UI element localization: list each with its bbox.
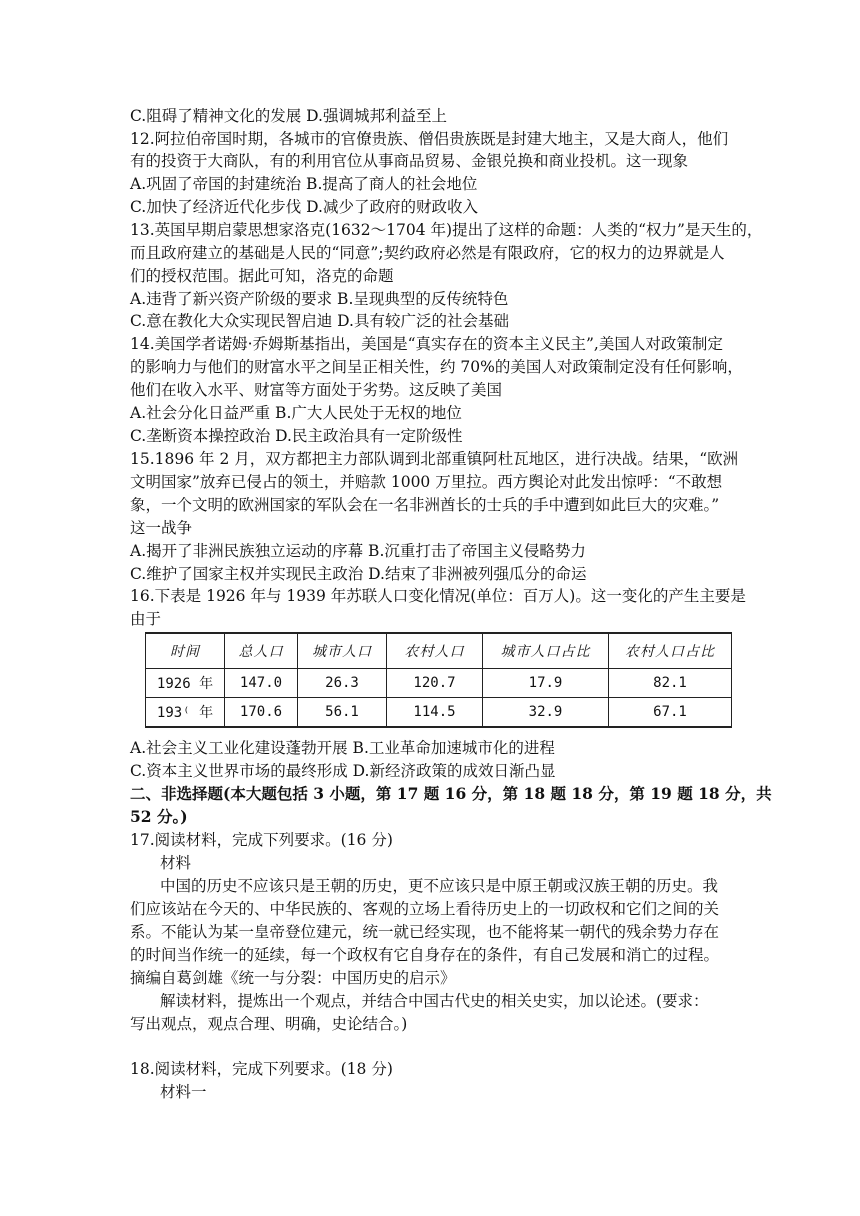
table-cell: 32.9: [483, 698, 609, 728]
q15-stem-line3: 象，一个文明的欧洲国家的军队会在一名非洲酋长的士兵的手中遭到如此巨大的灾难。”: [130, 496, 720, 514]
q14-stem-line3: 他们在收入水平、财富等方面处于劣势。这反映了美国: [130, 381, 503, 399]
q17-source: 摘编自葛剑雄《统一与分裂：中国历史的启示》: [130, 969, 456, 987]
q14-stem-line2: 的影响力与他们的财富水平之间呈正相关性，约 70%的美国人对政策制定没有任何影响，: [130, 358, 743, 376]
q17-material-line1: 中国的历史不应该只是王朝的历史，更不应该只是中原王朝或汉族王朝的历史。我: [160, 877, 719, 895]
q11-options-cd: C.阻碍了精神文化的发展 D.强调城邦利益至上: [130, 107, 447, 125]
table-cell: 114.5: [387, 698, 483, 728]
table-header: 时间: [146, 633, 225, 669]
q17-material-label: 材料: [160, 854, 192, 872]
table-header-row: [146, 633, 732, 669]
table-cell: 17.9: [483, 669, 609, 698]
table-cell: 170.6: [225, 698, 298, 728]
section2-heading-line1: 二、非选择题(本大题包括 3 小题，第 17 题 16 分，第 18 题 18 分，第 19 题 18 分，共: [130, 784, 772, 803]
q15-options-ab: A.揭开了非洲民族独立运动的序幕 B.沉重打击了帝国主义侵略势力: [130, 542, 586, 560]
table-header: 农村人口占比: [609, 633, 732, 669]
q15-options-cd: C.维护了国家主权并实现民主政治 D.结束了非洲被列强瓜分的命运: [130, 565, 587, 583]
table-cell: 26.3: [298, 669, 387, 698]
q14-stem-line1: 14.美国学者诺姆·乔姆斯基指出，美国是“真实存在的资本主义民主”,美国人对政策制定: [130, 335, 723, 353]
q13-stem-line2: 而且政府建立的基础是人民的“同意”;契约政府必然是有限政府，它的权力的边界就是人: [130, 244, 725, 262]
q18-title: 18.阅读材料，完成下列要求。(18 分): [130, 1060, 393, 1078]
q17-material-line4: 的时间当作统一的延续，每一个政权有它自身存在的条件，有自己发展和消亡的过程。: [130, 946, 720, 964]
q15-stem-line1: 15.1896 年 2 月，双方都把主力部队调到北部重镇阿杜瓦地区，进行决战。结果，“欧洲: [130, 450, 739, 468]
table-row: [146, 698, 732, 728]
table-header: 城市人口占比: [483, 633, 609, 669]
q16-options-cd: C.资本主义世界市场的最终形成 D.新经济政策的成效日渐凸显: [130, 762, 556, 780]
table-cell: 82.1: [609, 669, 732, 698]
q14-options-ab: A.社会分化日益严重 B.广大人民处于无权的地位: [130, 404, 462, 422]
q16-stem-line2: 由于: [130, 610, 162, 628]
table-cell: 1926 年: [146, 669, 225, 698]
q12-options-cd: C.加快了经济近代化步伐 D.减少了政府的财政收入: [130, 198, 478, 216]
q17-title: 17.阅读材料，完成下列要求。(16 分): [130, 831, 393, 849]
q18-material-label: 材料一: [160, 1083, 207, 1101]
table-header: 城市人口: [298, 633, 387, 669]
q17-task-line1: 解读材料，提炼出一个观点，并结合中国古代史的相关史实，加以论述。(要求：: [160, 992, 709, 1010]
table-cell: 67.1: [609, 698, 732, 728]
table-cell: 147.0: [225, 669, 298, 698]
table-cell: 56.1: [298, 698, 387, 728]
q15-stem-line4: 这一战争: [130, 519, 193, 537]
q13-stem-line3: 们的授权范围。据此可知，洛克的命题: [130, 267, 394, 285]
q17-task-line2: 写出观点，观点合理、明确，史论结合。): [130, 1015, 408, 1033]
section2-heading-line2: 52 分。): [130, 807, 188, 826]
q13-options-cd: C.意在教化大众实现民智启迪 D.具有较广泛的社会基础: [130, 312, 509, 330]
q16-stem-line1: 16.下表是 1926 年与 1939 年苏联人口变化情况(单位：百万人)。这一变化的产生主要是: [130, 587, 746, 605]
q16-options-ab: A.社会主义工业化建设蓬勃开展 B.工业革命加速城市化的进程: [130, 739, 555, 757]
q14-options-cd: C.垄断资本操控政治 D.民主政治具有一定阶级性: [130, 427, 463, 445]
q12-stem-line1: 12.阿拉伯帝国时期，各城市的官僚贵族、僧侣贵族既是封建大地主，又是大商人，他们: [130, 130, 729, 148]
table-header: 农村人口: [387, 633, 483, 669]
q17-material-line2: 们应该站在今天的、中华民族的、客观的立场上看待历史上的一切政权和它们之间的关: [130, 900, 720, 918]
population-table: [145, 632, 732, 728]
q15-stem-line2: 文明国家”放弃已侵占的领土，并赔款 1000 万里拉。西方舆论对此发出惊呼：“不敢想: [130, 473, 723, 491]
table-header: 总人口: [225, 633, 298, 669]
table-cell: 120.7: [387, 669, 483, 698]
q17-material-line3: 系。不能认为某一皇帝登位建元，统一就已经实现，也不能将某一朝代的残余势力存在: [130, 923, 720, 941]
q12-stem-line2: 有的投资于大商队，有的利用官位从事商品贸易、金银兑换和商业投机。这一现象: [130, 152, 689, 170]
q13-stem-line1: 13.英国早期启蒙思想家洛克(1632～1704 年)提出了这样的命题：人类的“权力”是天生的，: [130, 221, 763, 239]
table-cell: 193⁽ 年: [146, 698, 225, 728]
table-row: [146, 669, 732, 698]
q12-options-ab: A.巩固了帝国的封建统治 B.提高了商人的社会地位: [130, 175, 478, 193]
q13-options-ab: A.违背了新兴资产阶级的要求 B.呈现典型的反传统特色: [130, 290, 509, 308]
